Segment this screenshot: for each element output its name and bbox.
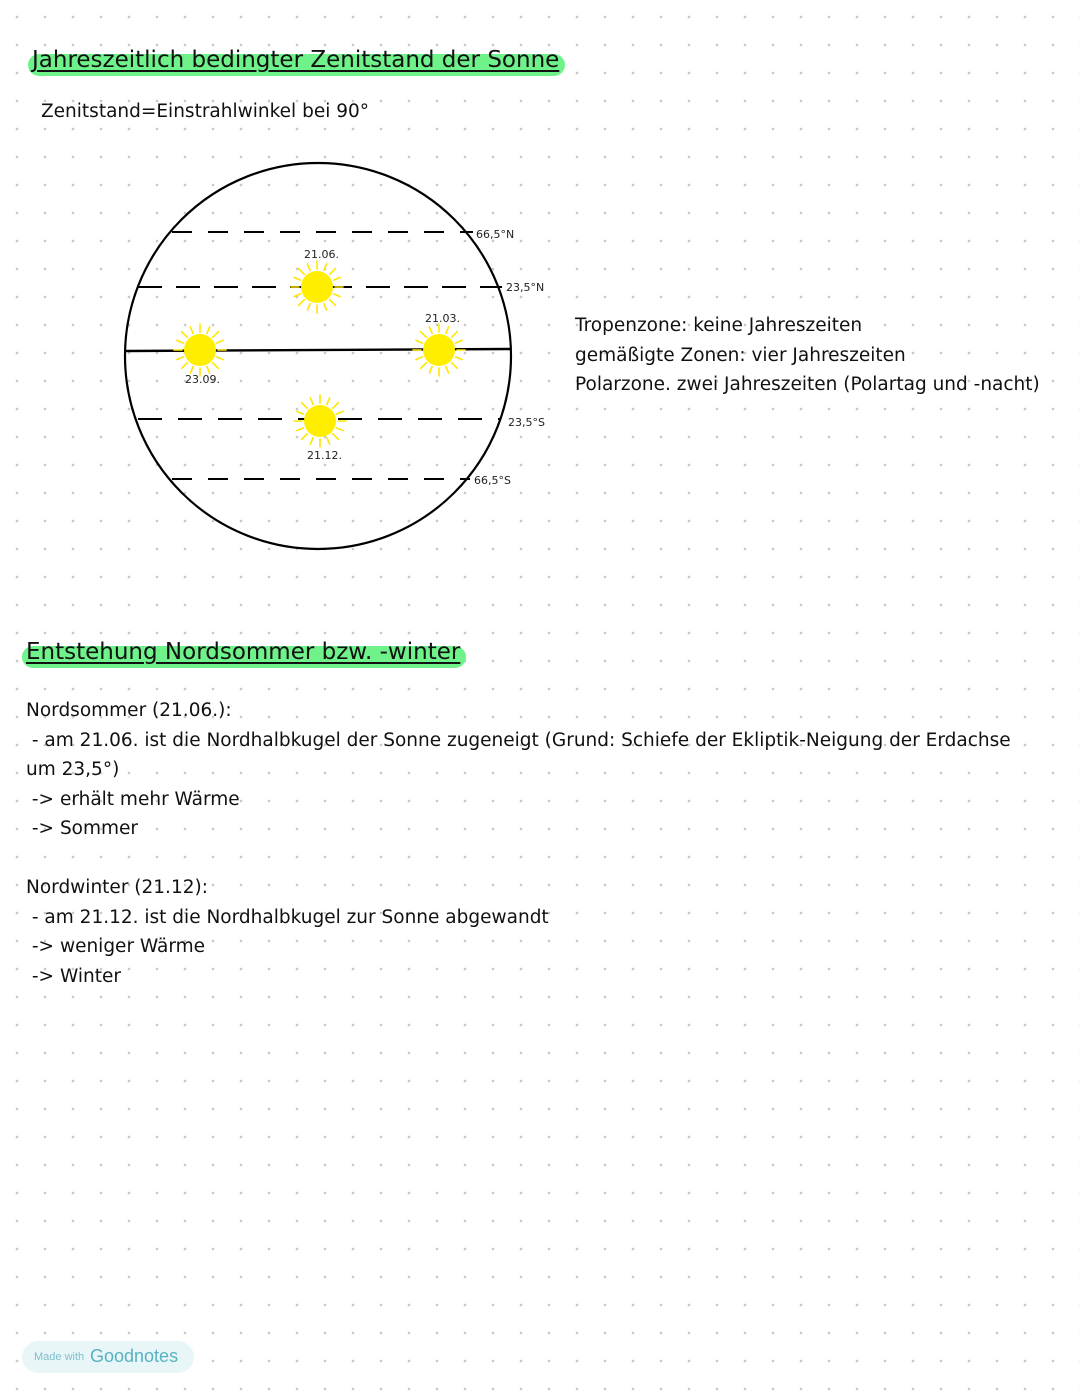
north-winter-line: -> Winter [26,965,121,987]
north-winter-line: -> weniger Wärme [26,936,206,957]
section-heading-zenith [28,46,565,74]
label-date-march: 21.03. [425,312,460,325]
zone-temperate: gemäßigte Zonen: vier Jahreszeiten [575,344,906,366]
label-23-5-south: 23,5°S [508,416,545,429]
goodnotes-logo: Goodnotes [90,1346,179,1366]
sun-icon-march [413,324,465,376]
sun-icon-september [174,324,226,376]
label-66-5-north: 66,5°N [476,228,515,241]
zone-tropics: Tropenzone: keine Jahreszeiten [575,315,863,336]
north-winter-title: Nordwinter (21.12): [26,877,208,898]
made-with-label: Made with [34,1351,85,1363]
north-winter-line: - am 21.12. ist die Nordhalbkugel zur Sonne abgewandt [26,906,549,928]
label-23-5-north: 23,5°N [506,281,545,294]
north-summer-line: um 23,5°) [26,759,120,780]
north-summer-title: Nordsommer (21.06.): [26,700,232,721]
north-summer-notes [26,696,1011,844]
zone-polar: Polarzone. zwei Jahreszeiten (Polartag und -nacht) [575,374,1040,395]
made-with-goodnotes-badge [22,1341,194,1373]
sun-icon-december [294,395,346,447]
section-heading-zenith-text: Jahreszeitlich bedingter Zenitstand der Sonne [32,47,560,73]
north-summer-line: - am 21.06. ist die Nordhalbkugel der Sonne zugeneigt (Grund: Schiefe der Ekliptik-Neigung der Erdachse [26,729,1011,751]
label-date-september: 23.09. [185,373,220,386]
sun-icon-june [291,261,343,313]
label-66-5-south: 66,5°S [474,474,511,487]
north-winter-notes [26,873,549,991]
zenith-definition: Zenitstand=Einstrahlwinkel bei 90° [41,101,370,122]
label-date-june: 21.06. [304,248,339,261]
label-date-december: 21.12. [307,449,342,462]
north-summer-line: -> Sommer [26,818,139,839]
section-heading-north-seasons [22,638,466,666]
climate-zones-list [575,311,1040,400]
earth-zenith-diagram [110,150,570,560]
north-summer-line: -> erhält mehr Wärme [26,788,240,810]
section-heading-north-seasons-text: Entstehung Nordsommer bzw. -winter [26,639,461,665]
